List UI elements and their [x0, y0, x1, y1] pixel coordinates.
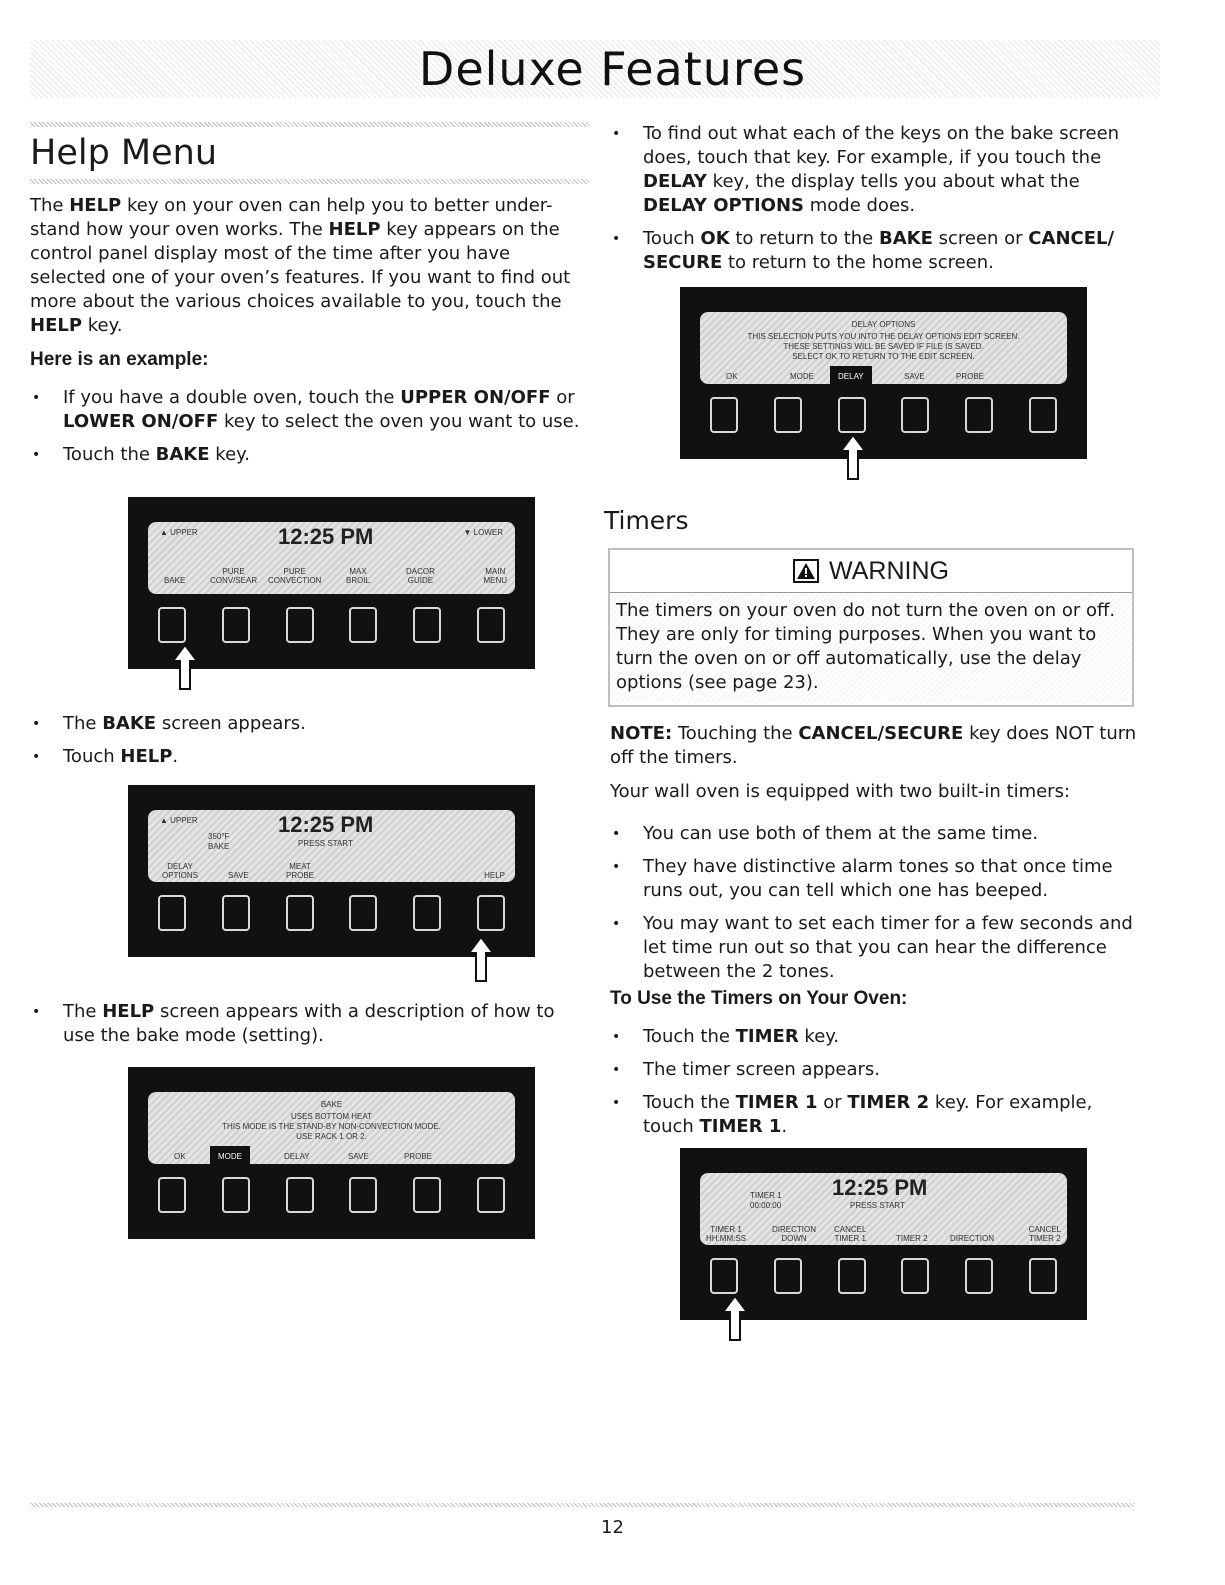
- use-timers-heading: To Use the Timers on Your Oven:: [610, 988, 908, 1009]
- help-line: USES BOTTOM HEAT: [290, 1112, 373, 1121]
- softkey-label[interactable]: DELAY: [284, 1152, 310, 1161]
- pointing-finger-icon: [466, 935, 496, 985]
- clock: 12:25 PM: [278, 524, 374, 549]
- example-steps-list: [30, 386, 590, 467]
- list-item: • Touch the TIMER 1 or TIMER 2 key. For example, touch TIMER 1.: [610, 1091, 1145, 1139]
- softkey-button[interactable]: [774, 397, 802, 433]
- warning-text: The timers on your oven do not turn the oven on or off. They are only for timing purposes. When you want to turn the oven on or off automatically, use the delay options (see page 23).: [610, 593, 1132, 702]
- softkeys-row: [128, 895, 535, 935]
- equipped-text: Your wall oven is equipped with two built-in timers:: [610, 781, 1071, 802]
- softkey-button[interactable]: [838, 397, 866, 433]
- list-item: • The timer screen appears.: [610, 1058, 1145, 1082]
- softkey-label[interactable]: SAVE: [904, 372, 925, 381]
- softkey-label[interactable]: SAVE: [348, 1152, 369, 1161]
- softkey-label[interactable]: CANCEL TIMER 2: [1028, 1225, 1061, 1243]
- help-line: THESE SETTINGS WILL BE SAVED IF FILE IS SAVED.: [783, 342, 984, 351]
- softkey-button[interactable]: [1029, 397, 1057, 433]
- softkey-button[interactable]: [222, 1177, 250, 1213]
- mode-value: BAKE: [208, 842, 230, 851]
- softkey-button[interactable]: [710, 397, 738, 433]
- use-timers-list: [610, 1025, 1145, 1139]
- list-item: • To find out what each of the keys on the bake screen does, touch that key. For example, if you touch the DELAY key, the display tells you about what the DELAY OPTIONS mode does.: [610, 122, 1145, 218]
- list-item: • Touch the TIMER key.: [610, 1025, 1145, 1049]
- bake-screen-panel: [128, 785, 535, 957]
- softkey-label[interactable]: MODE: [790, 372, 814, 381]
- softkey-button[interactable]: [965, 397, 993, 433]
- softkey-label[interactable]: PURE CONV/SEAR: [210, 567, 258, 585]
- softkey-button[interactable]: [349, 1177, 377, 1213]
- help-more-list: [610, 122, 1145, 275]
- softkey-button[interactable]: [158, 1177, 186, 1213]
- softkey-label[interactable]: MAIN MENU: [483, 567, 507, 585]
- softkey-button[interactable]: [286, 1177, 314, 1213]
- warning-box: [608, 548, 1134, 707]
- footer-divider: [30, 1503, 1135, 1507]
- timer-screen-display: [700, 1173, 1067, 1245]
- help-line: SELECT OK TO RETURN TO THE EDIT SCREEN.: [792, 352, 975, 361]
- softkey-button[interactable]: [477, 895, 505, 931]
- softkey-button[interactable]: [158, 607, 186, 643]
- divider: [30, 179, 590, 184]
- softkey-label[interactable]: BAKE: [164, 576, 186, 585]
- list-item: • If you have a double oven, touch the UPPER ON/OFF or LOWER ON/OFF key to select the oven you want to use.: [30, 386, 590, 434]
- home-screen-display: [148, 522, 515, 594]
- softkeys-row: [128, 607, 535, 647]
- timers-heading: Timers: [604, 506, 689, 535]
- bake-steps: [30, 712, 590, 778]
- softkey-button[interactable]: [349, 607, 377, 643]
- clock: 12:25 PM: [278, 812, 374, 837]
- bake-steps-list: [30, 712, 590, 769]
- softkey-label[interactable]: OK: [726, 372, 738, 381]
- help-line: USE RACK 1 OR 2.: [296, 1132, 367, 1141]
- temp-value: 350°F: [208, 832, 230, 841]
- softkey-label[interactable]: DELAY OPTIONS: [162, 862, 199, 880]
- softkey-label[interactable]: TIMER 1 HH:MM:SS: [706, 1225, 746, 1243]
- softkey-button[interactable]: [477, 607, 505, 643]
- warning-header: [610, 550, 1132, 593]
- upper-label[interactable]: ▲ UPPER: [160, 816, 198, 825]
- softkey-button[interactable]: [838, 1258, 866, 1294]
- softkey-button[interactable]: [901, 1258, 929, 1294]
- divider: [30, 122, 590, 127]
- softkeys-row: [680, 1258, 1087, 1298]
- note-text: NOTE: Touching the CANCEL/SECURE key does NOT turn off the timers.: [610, 723, 1137, 768]
- softkey-label-selected[interactable]: MODE: [210, 1146, 250, 1165]
- list-item: • Touch HELP.: [30, 745, 590, 769]
- softkey-label[interactable]: PURE CONVECTION: [268, 567, 322, 585]
- softkey-label[interactable]: CANCEL TIMER 1: [834, 1225, 867, 1243]
- timer-value: 00:00:00: [750, 1201, 782, 1210]
- timers-body: [610, 722, 1145, 1148]
- page-number: 12: [601, 1517, 624, 1538]
- help-line: THIS SELECTION PUTS YOU INTO THE DELAY OPTIONS EDIT SCREEN.: [747, 332, 1020, 341]
- help-menu-heading: Help Menu: [30, 133, 218, 173]
- home-screen-panel: [128, 497, 535, 669]
- softkey-button[interactable]: [1029, 1258, 1057, 1294]
- list-item: • You may want to set each timer for a few seconds and let time run out so that you can hear the difference between the 2 tones.: [610, 912, 1145, 984]
- softkey-label[interactable]: MEAT PROBE: [286, 862, 315, 880]
- softkeys-row: [680, 397, 1087, 437]
- softkey-button[interactable]: [222, 607, 250, 643]
- softkey-button[interactable]: [477, 1177, 505, 1213]
- list-item: • The BAKE screen appears.: [30, 712, 590, 736]
- softkey-button[interactable]: [965, 1258, 993, 1294]
- softkey-button[interactable]: [774, 1258, 802, 1294]
- softkey-button[interactable]: [413, 607, 441, 643]
- softkey-label[interactable]: TIMER 2: [896, 1234, 928, 1243]
- softkey-button[interactable]: [222, 895, 250, 931]
- help-steps: [30, 1000, 590, 1057]
- help-bake-screen-panel: [128, 1067, 535, 1239]
- softkey-label[interactable]: DACOR GUIDE: [406, 567, 435, 585]
- softkey-button[interactable]: [710, 1258, 738, 1294]
- help-steps-list: [30, 1000, 590, 1048]
- softkey-button[interactable]: [901, 397, 929, 433]
- list-item: • Touch OK to return to the BAKE screen or CANCEL/ SECURE to return to the home screen.: [610, 227, 1145, 275]
- softkey-button[interactable]: [286, 895, 314, 931]
- list-item: • You can use both of them at the same time.: [610, 822, 1145, 846]
- softkey-label-selected[interactable]: DELAY: [830, 366, 872, 385]
- warning-title: WARNING: [829, 556, 949, 585]
- help-title: BAKE: [320, 1100, 343, 1109]
- softkey-button[interactable]: [158, 895, 186, 931]
- help-menu-section: [30, 122, 590, 476]
- softkey-button[interactable]: [286, 607, 314, 643]
- bake-screen-display: [148, 810, 515, 882]
- upper-label[interactable]: ▲ UPPER: [160, 528, 198, 537]
- softkeys-row: [128, 1177, 535, 1217]
- softkey-label[interactable]: DIRECTION DOWN: [772, 1225, 816, 1243]
- list-item: • Touch the BAKE key.: [30, 443, 590, 467]
- pointing-finger-icon: [170, 643, 200, 693]
- clock: 12:25 PM: [832, 1175, 928, 1200]
- example-label: Here is an example:: [30, 349, 209, 370]
- softkey-label[interactable]: PROBE: [404, 1152, 433, 1161]
- help-more-section: [610, 122, 1145, 284]
- help-line: THIS MODE IS THE STAND-BY NON-CONVECTION MODE.: [222, 1122, 441, 1131]
- pointing-finger-icon: [838, 433, 868, 483]
- press-start-label: PRESS START: [298, 839, 353, 848]
- softkey-label[interactable]: OK: [174, 1152, 186, 1161]
- list-item: • They have distinctive alarm tones so that once time runs out, you can tell which one has beeped.: [610, 855, 1145, 903]
- list-item: • The HELP screen appears with a description of how to use the bake mode (setting).: [30, 1000, 590, 1048]
- softkey-label[interactable]: SAVE: [228, 871, 249, 880]
- pointing-finger-icon: [720, 1294, 750, 1344]
- press-start-label: PRESS START: [850, 1201, 905, 1210]
- timers-info-list: [610, 822, 1145, 984]
- softkey-label[interactable]: PROBE: [956, 372, 985, 381]
- softkey-button[interactable]: [413, 895, 441, 931]
- softkey-label[interactable]: MAX BROIL: [346, 567, 371, 585]
- delay-help-screen-display: [700, 312, 1067, 384]
- help-title: DELAY OPTIONS: [851, 320, 916, 329]
- help-bake-screen-display: [148, 1092, 515, 1164]
- softkey-label[interactable]: HELP: [484, 871, 505, 880]
- timer-label: TIMER 1: [750, 1191, 782, 1200]
- softkey-button[interactable]: [413, 1177, 441, 1213]
- lower-label[interactable]: ▼ LOWER: [463, 528, 503, 537]
- warning-icon: [793, 559, 819, 583]
- help-intro: The HELP key on your oven can help you to better under-stand how your oven works. The HELP key appears on the control panel display most of the time after you have selected one of your oven’s features. If you want to find out more about the various choices available to you, touch the HELP key.: [30, 195, 571, 336]
- page-title: Deluxe Features: [418, 42, 807, 96]
- timer-screen-panel: [680, 1148, 1087, 1320]
- softkey-button[interactable]: [349, 895, 377, 931]
- softkey-label[interactable]: DIRECTION: [950, 1234, 994, 1243]
- delay-help-screen-panel: [680, 287, 1087, 459]
